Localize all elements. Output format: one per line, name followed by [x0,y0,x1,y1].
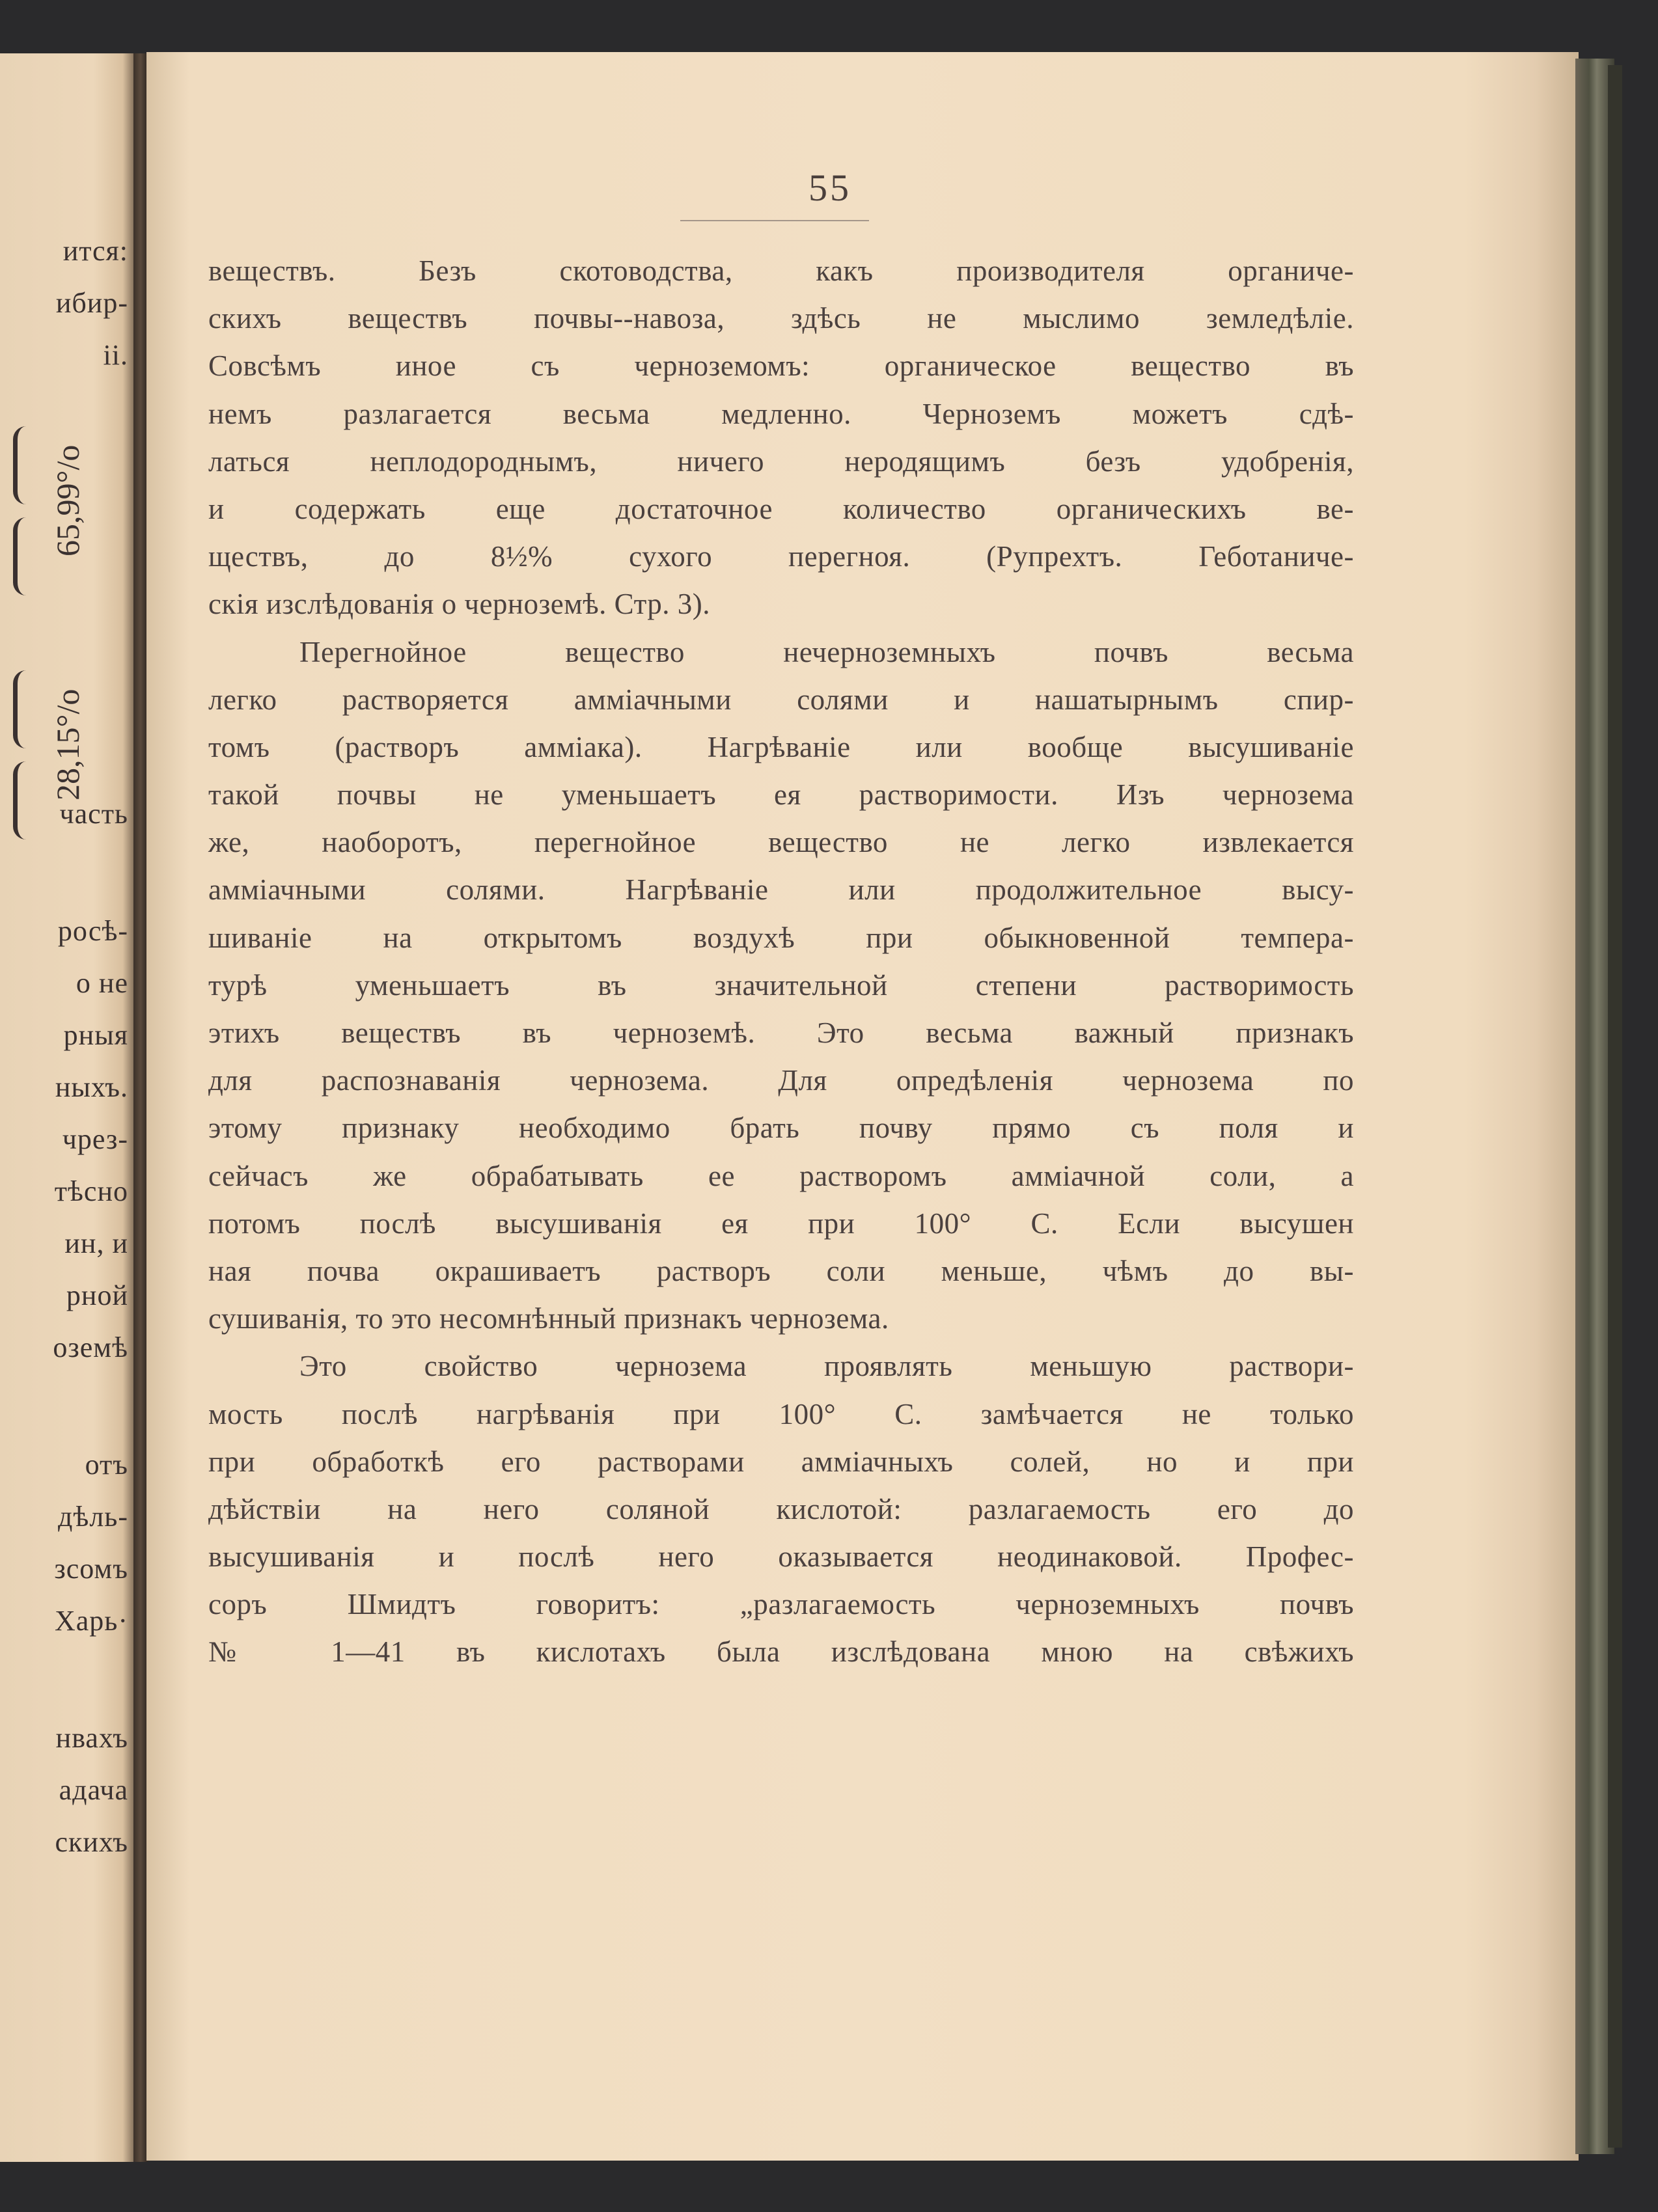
left-page-text-fragment: оземѣ [53,1331,128,1363]
left-page-text-fragment: дѣль- [58,1501,128,1533]
text-line: дѣйствіи на него соляной кислотой: разлагаемость его до [208,1492,1354,1525]
left-page-rotated-percentage: 28,15°/o [49,689,86,800]
left-page-text-fragment: рной [66,1279,128,1311]
left-page-text-fragment: скихъ [55,1826,128,1858]
text-line: амміачными солями. Нагрѣваніе или продолжительное высу- [208,873,1354,907]
left-page-text-fragment: адача [59,1774,128,1806]
text-line: и содержать еще достаточное количество органическихъ ве- [208,492,1354,525]
text-line: этихъ веществъ въ черноземѣ. Это весьма важный признакъ [208,1017,1354,1049]
text-line: легко растворяется амміачными солями и нашатырнымъ спир- [208,683,1354,716]
text-line: мость послѣ нагрѣванія при 100° С. замѣчается не только [208,1397,1354,1430]
page-body-text [208,247,1354,1676]
text-line: же, наоборотъ, перегнойное вещество не легко извлекается [208,826,1354,859]
left-page-text-fragment: тѣсно [54,1175,128,1207]
text-line: при обработкѣ его растворами амміачныхъ солей, но и при [208,1445,1354,1478]
left-page-text-fragment: рныя [63,1019,128,1051]
text-line: такой почвы не уменьшаетъ ея растворимости. Изъ чернозема [208,778,1354,812]
brace-glyph [13,761,28,840]
text-line: этому признаку необходимо брать почву прямо съ поля и [208,1112,1354,1145]
page-number: 55 [808,167,851,209]
book-page [146,52,1579,2161]
left-page-text-fragment: чрез- [62,1123,128,1155]
text-line: сейчасъ же обрабатывать ее растворомъ амміачной соли, а [208,1159,1354,1192]
text-line: турѣ уменьшаетъ въ значительной степени растворимость [208,968,1354,1002]
text-line: ществъ, до 8½% сухого перегноя. (Рупрехтъ. Геботаниче- [208,540,1354,573]
text-line: Это свойство чернозема проявлять меньшую раствори- [299,1350,1354,1383]
left-page-text-fragment: Харь· [54,1605,128,1637]
text-line: латься неплодороднымъ, ничего неродящимъ безъ удобренія, [208,444,1354,478]
brace-glyph [13,670,28,748]
left-page-text-fragment: отъ [85,1449,128,1481]
left-page-text-fragment: о не [76,967,128,999]
text-line: скія изслѣдованія о черноземѣ. Стр. 3). [208,588,711,621]
text-line: потомъ послѣ высушиванія ея при 100° С. Если высушен [208,1207,1354,1240]
left-page-text-fragment: ii. [103,339,128,371]
text-line: шиваніе на открытомъ воздухѣ при обыкновенной темпера- [208,921,1354,954]
previous-page-fragment [0,53,133,2162]
text-line: Совсѣмъ иное съ черноземомъ: органическое вещество въ [208,349,1354,383]
text-line: ная почва окрашиваетъ растворъ соли меньше, чѣмъ до вы- [208,1254,1354,1287]
text-line: скихъ веществъ почвы--навоза, здѣсь не мыслимо земледѣліе. [208,302,1354,335]
text-line: немъ разлагается весьма медленно. Черноземъ можетъ сдѣ- [208,397,1354,430]
left-page-text-fragment: ится: [62,235,128,267]
text-line: для распознаванія чернозема. Для опредѣленія чернозема по [208,1064,1354,1097]
text-line: Перегнойное вещество нечерноземныхъ почвъ весьма [299,635,1354,668]
left-page-text-fragment: росѣ- [57,915,128,947]
book-cover-edge [1608,65,1622,2148]
text-line: соръ Шмидтъ говоритъ: „разлагаемость черноземныхъ почвъ [208,1588,1354,1621]
left-page-text-fragment: ныхъ. [55,1071,128,1103]
text-line: веществъ. Безъ скотоводства, какъ производителя органиче- [208,254,1354,287]
text-line: высушиванія и послѣ него оказывается неодинаковой. Профес- [208,1540,1354,1574]
text-line: томъ (растворъ амміака). Нагрѣваніе или вообще высушиваніе [208,730,1354,763]
text-line: № 1—41 въ кислотахъ была изслѣдована мною на свѣжихъ [208,1635,1354,1669]
page-number-rule [680,220,869,221]
text-line: сушиванія, то это несомнѣнный признакъ чернозема. [208,1302,889,1335]
left-page-text-fragment: часть [59,798,128,830]
book-gutter [133,53,148,2162]
left-page-text-fragment: нвахъ [55,1722,128,1754]
left-page-text-fragment: зсомъ [54,1553,128,1585]
brace-glyph [13,517,28,595]
left-page-rotated-percentage: 65,99°/o [49,444,86,556]
left-page-text-fragment: ин, и [64,1227,128,1259]
left-page-text-fragment: ибир- [55,287,128,319]
brace-glyph [13,426,28,504]
